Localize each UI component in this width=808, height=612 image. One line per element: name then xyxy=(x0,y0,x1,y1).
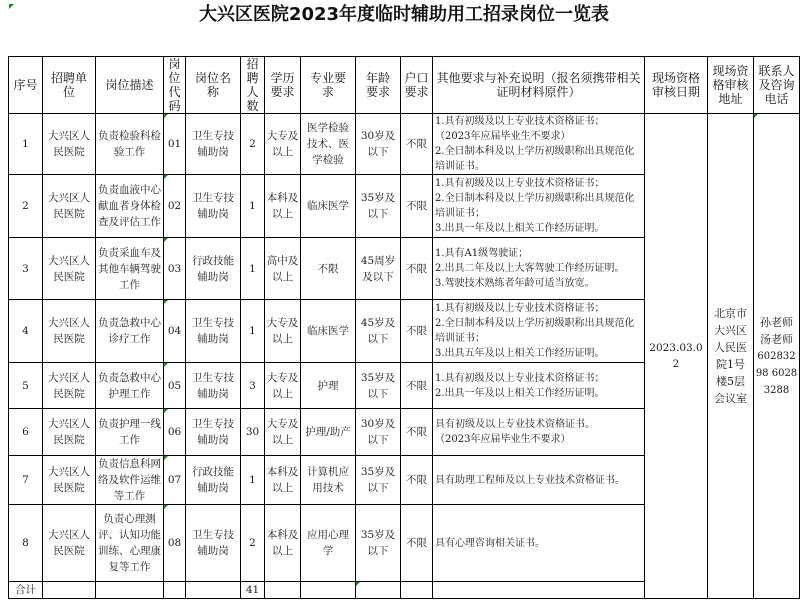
cell-code xyxy=(164,505,186,582)
note-line: 1.具有初级及以上专业技术资格证书； xyxy=(435,178,605,189)
cell-unit: 大兴区人民医院 xyxy=(43,238,96,300)
cell-education: 高中及以上 xyxy=(265,238,301,300)
cell-post-name: 卫生专技辅助岗 xyxy=(186,175,241,238)
empty-cell xyxy=(164,582,186,599)
cell-major: 医学检验技术、医学检验 xyxy=(301,114,356,175)
cell-unit: 大兴区人民医院 xyxy=(43,456,96,505)
cell-unit: 大兴区人民医院 xyxy=(43,114,96,175)
cell-count: 2 xyxy=(241,114,265,175)
header-contact: 联系人及咨询电话 xyxy=(754,57,800,114)
cell-other xyxy=(433,456,645,505)
cell-code xyxy=(164,114,186,175)
cell-post-name: 行政技能辅助岗 xyxy=(186,456,241,505)
code-text: 02 xyxy=(167,200,182,212)
recruitment-table xyxy=(8,56,800,599)
header-review-date: 现场资格审核日期 xyxy=(645,57,708,114)
header-code: 岗位代码 xyxy=(164,57,186,114)
cell-age: 35岁及以下 xyxy=(356,175,401,238)
cell-post-name: 卫生专技辅助岗 xyxy=(186,505,241,582)
cell-major: 不限 xyxy=(301,238,356,300)
comment-marker xyxy=(754,114,758,118)
comment-marker xyxy=(164,409,168,413)
code-text: 08 xyxy=(167,537,182,549)
comment-marker xyxy=(164,300,168,304)
empty-cell xyxy=(301,582,356,599)
note-line: 1.具有初级及以上专业技术资格证书； xyxy=(435,372,605,384)
cell-unit: 大兴区人民医院 xyxy=(43,505,96,582)
cell-unit: 大兴区人民医院 xyxy=(43,363,96,409)
header-unit: 招聘单位 xyxy=(43,57,96,114)
empty-cell xyxy=(265,582,301,599)
cell-education: 本科及以上 xyxy=(265,175,301,238)
cell-other xyxy=(433,238,645,300)
note-line: 2.全日制本科及以上学历初级职称出具规范化培训证书。 xyxy=(435,146,635,172)
contact-phones: 60283298 60283288 xyxy=(755,350,798,396)
cell-education: 大专及以上 xyxy=(265,363,301,409)
cell-unit: 大兴区人民医院 xyxy=(43,300,96,363)
cell-major: 临床医学 xyxy=(301,300,356,363)
cell-other xyxy=(433,505,645,582)
cell-review-date: 2023.03.02 xyxy=(645,114,708,599)
cell-age: 30岁及以下 xyxy=(356,409,401,456)
note-line: 1.具有A1级驾驶证； xyxy=(435,248,529,259)
note-line: 3.出具一年及以上相关工作经历证明。 xyxy=(435,223,605,234)
cell-hukou: 不限 xyxy=(401,456,433,505)
empty-cell xyxy=(401,582,433,599)
note-line: 具有心理咨询相关证书。 xyxy=(435,537,545,549)
cell-education: 大专及以上 xyxy=(265,300,301,363)
cell-other xyxy=(433,409,645,456)
cell-other xyxy=(433,363,645,409)
cell-seq: 5 xyxy=(9,363,43,409)
cell-major: 临床医学 xyxy=(301,175,356,238)
cell-other xyxy=(433,114,645,175)
cell-age: 35岁及以下 xyxy=(356,363,401,409)
cell-hukou: 不限 xyxy=(401,238,433,300)
cell-age: 30岁及以下 xyxy=(356,114,401,175)
note-line: 3.驾驶技术熟练者年龄可适当放宽。 xyxy=(435,278,595,289)
note-line: （2023年应届毕业生不要求） xyxy=(435,434,571,445)
cell-description: 负责检验科检验工作 xyxy=(96,114,164,175)
cell-education: 大专及以上 xyxy=(265,114,301,175)
note-line: 具有初级及以上专业技术资格证书。 xyxy=(435,419,595,430)
cell-review-address: 北京市大兴区人民医院1号楼5层会议室 xyxy=(708,114,754,599)
cell-description: 负责血液中心献血者身体检查及评估工作 xyxy=(96,175,164,238)
page-title: 大兴区医院2023年度临时辅助用工招录岗位一览表 xyxy=(198,4,610,25)
cell-education: 大专及以上 xyxy=(265,409,301,456)
cell-post-name: 卫生专技辅助岗 xyxy=(186,409,241,456)
note-line: （2023年应届毕业生不要求） xyxy=(435,131,571,142)
cell-post-name: 卫生专技辅助岗 xyxy=(186,114,241,175)
cell-code xyxy=(164,238,186,300)
cell-seq: 3 xyxy=(9,238,43,300)
cell-major: 护理 xyxy=(301,363,356,409)
cell-major: 应用心理学 xyxy=(301,505,356,582)
header-count: 招聘人数 xyxy=(241,57,265,114)
empty-cell xyxy=(43,582,96,599)
comment-marker xyxy=(164,363,168,367)
header-seq: 序号 xyxy=(9,57,43,114)
note-line: 2.全日制本科及以上学历初级职称出具规范化培训证书； xyxy=(435,193,635,219)
cell-hukou: 不限 xyxy=(401,363,433,409)
comment-marker xyxy=(356,582,360,586)
code-text: 06 xyxy=(167,426,182,438)
cell-unit: 大兴区人民医院 xyxy=(43,409,96,456)
cell-unit: 大兴区人民医院 xyxy=(43,175,96,238)
cell-description: 负责信息科网络及软件运维等工作 xyxy=(96,456,164,505)
code-text: 01 xyxy=(167,138,182,150)
cell-seq: 4 xyxy=(9,300,43,363)
cell-description: 负责急救中心诊疗工作 xyxy=(96,300,164,363)
cell-education: 本科及以上 xyxy=(265,505,301,582)
note-line: 1.具有初级及以上专业技术资格证书； xyxy=(435,303,605,314)
empty-cell xyxy=(356,582,401,599)
cell-education: 本科及以上 xyxy=(265,456,301,505)
cell-description: 负责急救中心护理工作 xyxy=(96,363,164,409)
cell-age: 45周岁及以下 xyxy=(356,238,401,300)
contact-names: 孙老师 汤老师 xyxy=(760,315,793,346)
cell-post-name: 行政技能辅助岗 xyxy=(186,238,241,300)
cell-count: 1 xyxy=(241,175,265,238)
comment-marker xyxy=(164,175,168,179)
comment-marker xyxy=(164,238,168,242)
header-major: 专业要求 xyxy=(301,57,356,114)
cell-seq: 1 xyxy=(9,114,43,175)
cell-other xyxy=(433,300,645,363)
cell-count: 30 xyxy=(241,409,265,456)
empty-cell xyxy=(96,582,164,599)
header-review-address: 现场资格审核地址 xyxy=(708,57,754,114)
cell-description: 负责心理测评、认知功能训练、心理康复等工作 xyxy=(96,505,164,582)
cell-seq: 8 xyxy=(9,505,43,582)
cell-hukou: 不限 xyxy=(401,505,433,582)
cell-count: 1 xyxy=(241,300,265,363)
cell-code xyxy=(164,300,186,363)
note-line: 具有助理工程师及以上专业技术资格证书。 xyxy=(435,474,625,486)
cell-description: 负责采血车及其他车辆驾驶工作 xyxy=(96,238,164,300)
header-age: 年龄要求 xyxy=(356,57,401,114)
note-line: 2.出具二年及以上大客驾驶工作经历证明。 xyxy=(435,263,625,274)
code-text: 07 xyxy=(167,474,182,486)
header-description: 岗位描述 xyxy=(96,57,164,114)
cell-description: 负责护理一线工作 xyxy=(96,409,164,456)
cell-code xyxy=(164,456,186,505)
comment-marker xyxy=(164,505,168,509)
header-row xyxy=(9,57,800,114)
cell-hukou: 不限 xyxy=(401,175,433,238)
cell-contact xyxy=(754,114,800,599)
total-label: 合计 xyxy=(9,582,43,599)
cell-age: 35岁及以下 xyxy=(356,456,401,505)
code-text: 03 xyxy=(167,262,182,275)
cell-age: 45岁及以下 xyxy=(356,300,401,363)
cell-major: 护理/助产 xyxy=(301,409,356,456)
cell-count: 1 xyxy=(241,238,265,300)
cell-major: 计算机应用技术 xyxy=(301,456,356,505)
note-line: 1.具有初级及以上专业技术资格证书； xyxy=(435,116,605,127)
empty-cell xyxy=(433,582,645,599)
cell-seq: 6 xyxy=(9,409,43,456)
cell-hukou: 不限 xyxy=(401,409,433,456)
cell-count: 1 xyxy=(241,456,265,505)
cell-hukou: 不限 xyxy=(401,300,433,363)
code-text: 04 xyxy=(167,325,182,337)
code-text: 05 xyxy=(167,379,182,392)
comment-marker xyxy=(164,456,168,460)
header-education: 学历要求 xyxy=(265,57,301,114)
cell-code xyxy=(164,409,186,456)
cell-seq: 2 xyxy=(9,175,43,238)
cell-age: 35岁及以下 xyxy=(356,505,401,582)
cell-count: 2 xyxy=(241,505,265,582)
cell-code xyxy=(164,175,186,238)
cell-other xyxy=(433,175,645,238)
comment-marker xyxy=(164,114,168,118)
note-line: 2.出具一年及以上相关工作经历证明。 xyxy=(435,387,605,399)
cell-count: 3 xyxy=(241,363,265,409)
header-other: 其他要求与补充说明（报名须携带相关证明材料原件） xyxy=(433,57,645,114)
note-line: 2.全日制本科及以上学历初级职称出具规范化培训证书； xyxy=(435,318,635,344)
cell-seq: 7 xyxy=(9,456,43,505)
total-count: 41 xyxy=(241,582,265,599)
cell-code xyxy=(164,363,186,409)
note-line: 3.出具五年及以上相关工作经历证明。 xyxy=(435,348,605,359)
table-row xyxy=(9,114,800,175)
cell-hukou: 不限 xyxy=(401,114,433,175)
cell-post-name: 卫生专技辅助岗 xyxy=(186,363,241,409)
empty-cell xyxy=(186,582,241,599)
cell-post-name: 卫生专技辅助岗 xyxy=(186,300,241,363)
header-post-name: 岗位名称 xyxy=(186,57,241,114)
header-hukou: 户口要求 xyxy=(401,57,433,114)
